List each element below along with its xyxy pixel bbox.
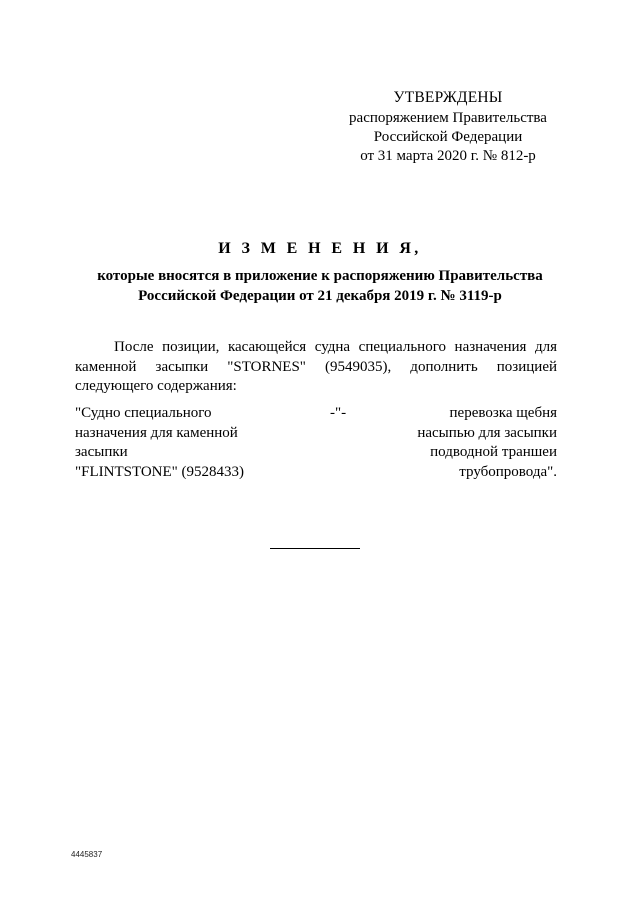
document-code: 4445837 bbox=[71, 850, 103, 859]
subtitle-line-1: которые вносятся в приложение к распоряжению Правительства bbox=[97, 268, 543, 284]
approval-block bbox=[330, 88, 566, 166]
document-subtitle bbox=[60, 266, 580, 306]
subtitle-line-2: Российской Федерации от 21 декабря 2019 г. № 3119-р bbox=[138, 288, 502, 304]
document-title: И З М Е Н Е Н И Я, bbox=[218, 240, 422, 257]
approval-line-2: Российской Федерации bbox=[373, 129, 523, 145]
approval-line-3: от 31 марта 2020 г. № 812-р bbox=[360, 148, 536, 164]
closing-divider bbox=[270, 548, 360, 549]
entry-vessel-name: "Судно специального назначения для каменной засыпки "FLINTSTONE" (9528433) bbox=[75, 405, 245, 480]
body-paragraph: После позиции, касающейся судна специального назначения для каменной засыпки "STORNES" (9549035), дополнить позицией следующего содержания: bbox=[75, 339, 557, 394]
approval-line-1: распоряжением Правительства bbox=[349, 110, 547, 126]
entry-ditto-mark: -"- bbox=[330, 405, 347, 421]
entry-purpose: перевозка щебня насыпью для засыпки подводной траншеи трубопровода". bbox=[417, 405, 557, 480]
approval-title: УТВЕРЖДЕНЫ bbox=[393, 89, 503, 106]
